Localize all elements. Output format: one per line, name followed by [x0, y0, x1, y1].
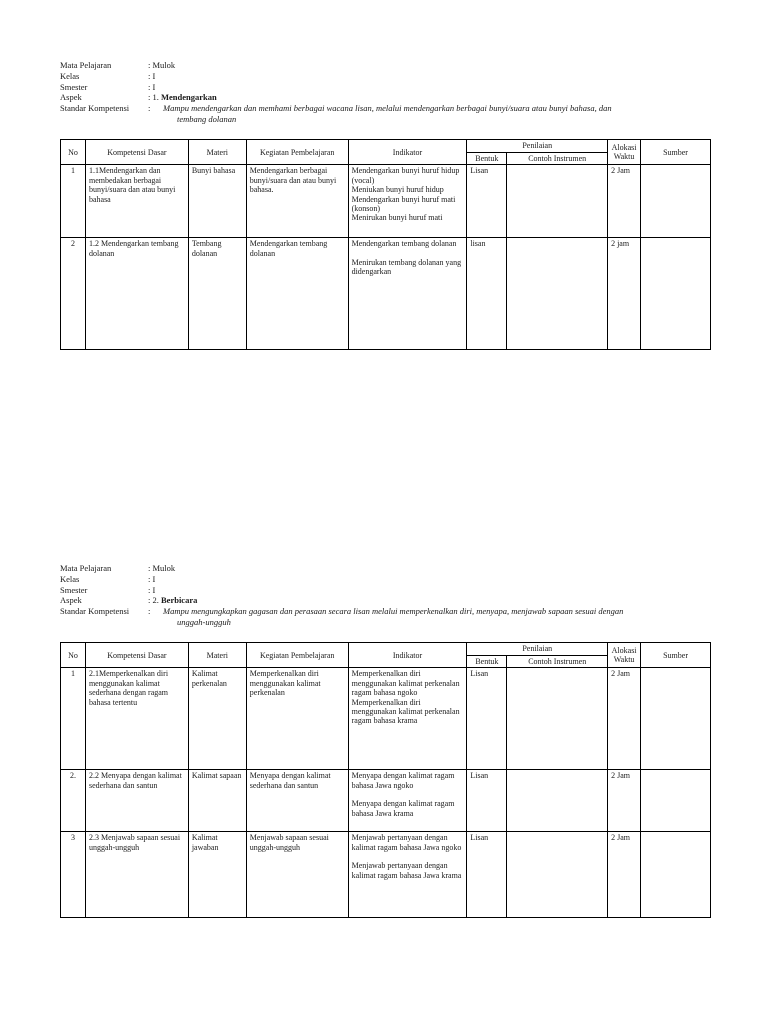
section-header [60, 563, 711, 627]
cell-sumber [641, 238, 711, 350]
indikator-item: Mendengarkan tembang dolanan [351, 239, 457, 249]
table-row [61, 668, 711, 770]
cell-contoh-instrumen [507, 165, 608, 238]
cell-kegiatan: Menjawab sapaan sesuai unggah-ungguh [246, 832, 348, 918]
cell-no: 1 [61, 668, 86, 770]
cell-kompetensi-dasar: 2.3 Menjawab sapaan sesuai unggah-ungguh [85, 832, 188, 918]
cell-indikator [348, 238, 467, 350]
rpp-section-mendengarkan [60, 60, 711, 277]
indikator-item: Memperkenalkan diri menggunakan kalimat perkenalan ragam bahasa krama [351, 697, 460, 726]
cell-alokasi-waktu: 2 Jam [608, 770, 641, 832]
cell-sumber [641, 770, 711, 832]
header-kompetensi-dasar: Kompetensi Dasar [85, 643, 188, 668]
cell-kegiatan: Mendengarkan tembang dolanan [246, 238, 348, 350]
header-kegiatan: Kegiatan Pembelajaran [246, 643, 348, 668]
kelas-label: Kelas [60, 70, 80, 81]
sk-text-line2: unggah-ungguh [177, 616, 231, 627]
indikator-item: Memperkenalkan diri menggunakan kalimat perkenalan ragam bahasa ngoko [351, 669, 460, 698]
cell-materi: Tembang dolanan [188, 238, 246, 350]
cell-kompetensi-dasar: 2.2 Menyapa dengan kalimat sederhana dan santun [85, 770, 188, 832]
indikator-item: Mendengarkan bunyi huruf mati (konson) [351, 194, 456, 214]
cell-alokasi-waktu: 2 jam [608, 238, 641, 350]
aspek-prefix: : 2. [148, 595, 159, 606]
cell-bentuk: Lisan [467, 668, 507, 770]
kelas-value: : I [148, 70, 156, 81]
indikator-item: Mendengarkan bunyi huruf hidup (vocal) [351, 166, 460, 185]
cell-no: 3 [61, 832, 86, 918]
header-alokasi-waktu: Alokasi Waktu [608, 643, 641, 668]
cell-bentuk: lisan [467, 238, 507, 350]
header-bentuk: Bentuk [467, 153, 507, 165]
cell-sumber [641, 165, 711, 238]
cell-kegiatan: Mendengarkan berbagai bunyi/suara dan atau bunyi bahasa. [246, 165, 348, 238]
indikator-item: Menyapa dengan kalimat ragam bahasa Jawa ngoko [351, 771, 455, 790]
header-materi: Materi [188, 643, 246, 668]
cell-kegiatan: Memperkenalkan diri menggunakan kalimat perkenalan [246, 668, 348, 770]
cell-materi: Bunyi bahasa [188, 165, 246, 238]
cell-kompetensi-dasar: 1.2 Mendengarkan tembang dolanan [85, 238, 188, 350]
cell-materi: Kalimat perkenalan [188, 668, 246, 770]
sk-colon: : [148, 103, 151, 114]
mapel-label: Mata Pelajaran [60, 60, 112, 70]
cell-alokasi-waktu: 2 Jam [608, 165, 641, 238]
smester-value: : I [148, 81, 156, 92]
header-contoh-instrumen: Contoh Instrumen [507, 656, 608, 668]
smester-value: : I [148, 584, 156, 595]
mapel-label: Mata Pelajaran [60, 563, 112, 573]
header-no: No [61, 643, 86, 668]
cell-sumber [641, 668, 711, 770]
table-row [61, 238, 711, 350]
rpp-section-berbicara [60, 563, 711, 880]
aspek-value: Berbicara [161, 595, 198, 606]
sk-text-line2: tembang dolanan [177, 113, 237, 124]
cell-indikator [348, 770, 467, 832]
header-bentuk: Bentuk [467, 656, 507, 668]
aspek-value: Mendengarkan [161, 92, 217, 103]
cell-indikator [348, 165, 467, 238]
silabus-table [60, 139, 711, 350]
indikator-item: Menjawab pertanyaan dengan kalimat ragam bahasa Jawa ngoko [351, 833, 462, 852]
mapel-value: : Mulok [148, 563, 176, 573]
kelas-value: : I [148, 573, 156, 584]
table-row [61, 165, 711, 238]
aspek-label: Aspek [60, 595, 82, 606]
sk-label: Standar Kompetensi [60, 103, 130, 114]
cell-contoh-instrumen [507, 832, 608, 918]
cell-kompetensi-dasar: 1.1Mendengarkan dan membedakan berbagai bunyi/suara dan atau bunyi bahasa [85, 165, 188, 238]
header-no: No [61, 140, 86, 165]
kelas-label: Kelas [60, 573, 80, 584]
cell-alokasi-waktu: 2 Jam [608, 832, 641, 918]
indikator-item: Menjawab pertanyaan dengan kalimat ragam bahasa Jawa krama [351, 861, 462, 880]
cell-sumber [641, 832, 711, 918]
cell-kompetensi-dasar: 2.1Memperkenalkan diri menggunakan kalimat sederhana dengan ragam bahasa tertentu [85, 668, 188, 770]
cell-bentuk: Lisan [467, 832, 507, 918]
cell-no: 1 [61, 165, 86, 238]
cell-alokasi-waktu: 2 Jam [608, 668, 641, 770]
header-contoh-instrumen: Contoh Instrumen [507, 153, 608, 165]
indikator-item: Meniukan bunyi huruf hidup [351, 185, 444, 195]
indikator-item: Menyapa dengan kalimat ragam bahasa Jawa krama [351, 799, 455, 818]
aspek-label: Aspek [60, 92, 82, 103]
smester-label: Smester [60, 81, 88, 92]
cell-contoh-instrumen [507, 668, 608, 770]
section-header [60, 60, 711, 124]
smester-label: Smester [60, 584, 88, 595]
silabus-table [60, 642, 711, 918]
header-penilaian: Penilaian [467, 643, 608, 656]
header-penilaian: Penilaian [467, 140, 608, 153]
header-kompetensi-dasar: Kompetensi Dasar [85, 140, 188, 165]
indikator-item: Menirukan tembang dolanan yang didengarkan [351, 257, 462, 277]
cell-contoh-instrumen [507, 770, 608, 832]
sk-text-line1: Mampu mengungkapkan gagasan dan perasaan secara lisan melalui memperkenalkan diri, menyapa, menjawab sapaan sesuai dengan [163, 606, 624, 617]
cell-indikator [348, 832, 467, 918]
cell-bentuk: Lisan [467, 165, 507, 238]
cell-kegiatan: Menyapa dengan kalimat sederhana dan santun [246, 770, 348, 832]
header-kegiatan: Kegiatan Pembelajaran [246, 140, 348, 165]
cell-indikator [348, 668, 467, 770]
aspek-prefix: : 1. [148, 92, 159, 103]
header-sumber: Sumber [641, 140, 711, 165]
table-row [61, 770, 711, 832]
cell-no: 2 [61, 238, 86, 350]
cell-materi: Kalimat jawaban [188, 832, 246, 918]
header-indikator: Indikator [348, 140, 467, 165]
cell-no: 2. [61, 770, 86, 832]
cell-bentuk: Lisan [467, 770, 507, 832]
indikator-item: Menirukan bunyi huruf mati [351, 213, 443, 223]
sk-colon: : [148, 606, 151, 617]
header-indikator: Indikator [348, 643, 467, 668]
sk-label: Standar Kompetensi [60, 606, 130, 617]
cell-materi: Kalimat sapaan [188, 770, 246, 832]
table-row [61, 832, 711, 918]
mapel-value: : Mulok [148, 60, 176, 70]
header-sumber: Sumber [641, 643, 711, 668]
header-materi: Materi [188, 140, 246, 165]
sk-text-line1: Mampu mendengarkan dan memhami berbagai wacana lisan, melalui mendengarkan berbagai bunyi/suara atau bunyi bahasa, dan [163, 103, 612, 114]
cell-contoh-instrumen [507, 238, 608, 350]
header-alokasi-waktu: Alokasi Waktu [608, 140, 641, 165]
